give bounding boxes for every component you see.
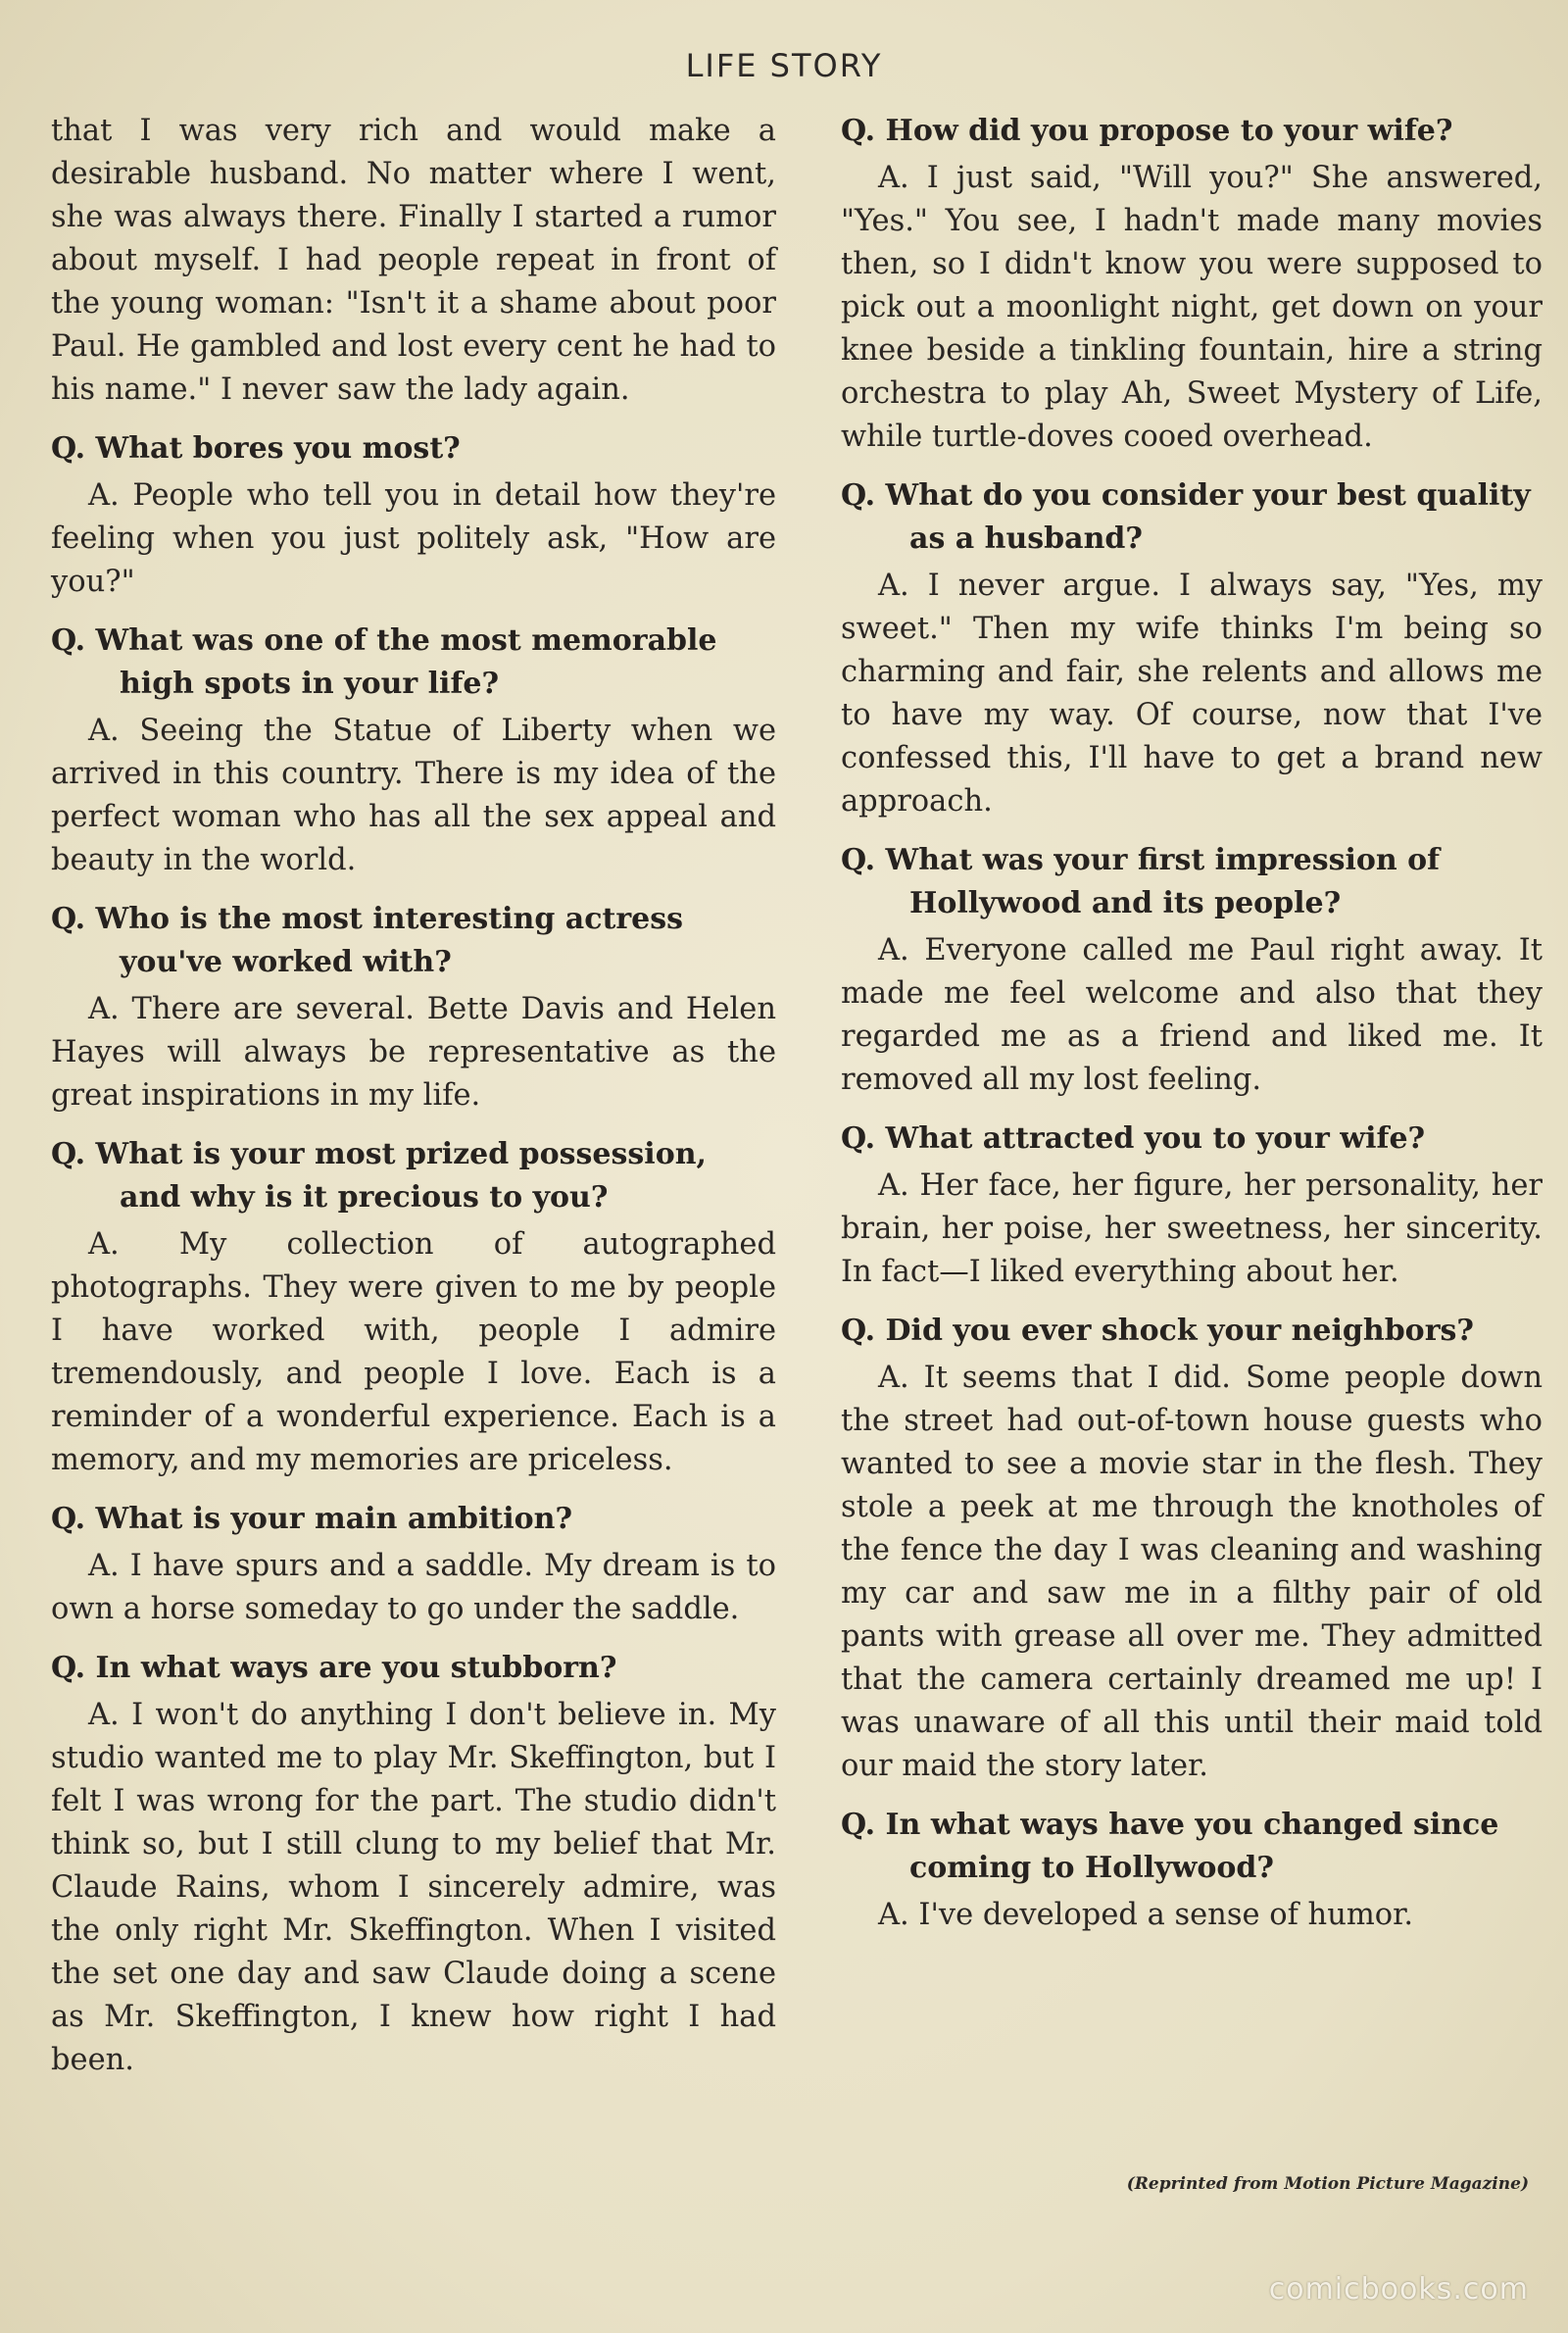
answer: A. I never argue. I always say, "Yes, my sweet." Then my wife thinks I'm being so charming and fair, she relents and allows me to have my way. Of course, now that I've confessed this, I'll have to get a brand new approach. bbox=[841, 569, 1543, 819]
question: Q. What is your most prized possession, and why is it precious to you? bbox=[51, 1137, 707, 1215]
question: Q. What attracted you to your wife? bbox=[841, 1121, 1426, 1156]
left-column bbox=[51, 110, 776, 2098]
question: Q. In what ways are you stubborn? bbox=[51, 1651, 617, 1685]
question: Q. What is your main ambition? bbox=[51, 1502, 573, 1536]
question: Q. What was your first impression of Hollywood and its people? bbox=[841, 843, 1441, 920]
qa-item bbox=[51, 427, 776, 604]
question: Q. What bores you most? bbox=[51, 431, 461, 466]
answer: A. It seems that I did. Some people down the street had out-of-town house guests who wanted to see a movie star in the flesh. They stole a peek at me through the knotholes of the fence the day I was cleaning and washing my car and saw me in a filthy pair of old pants with grease all over me. They admitted that the camera certainly dreamed me up! I was unaware of all this until their maid told our maid the story later. bbox=[841, 1361, 1543, 1783]
answer: A. Seeing the Statue of Liberty when we arrived in this country. There is my idea of the perfect woman who has all the sex appeal and beauty in the world. bbox=[51, 714, 776, 877]
answer: A. I have spurs and a saddle. My dream is to own a horse someday to go under the saddle. bbox=[51, 1549, 776, 1626]
qa-item bbox=[51, 1498, 776, 1631]
answer: A. Everyone called me Paul right away. It made me feel welcome and also that they regarded me as a friend and liked me. It removed all my lost feeling. bbox=[841, 933, 1543, 1097]
qa-item bbox=[51, 1133, 776, 1482]
reprint-credit: (Reprinted from Motion Picture Magazine) bbox=[1126, 2174, 1529, 2194]
answer: A. There are several. Bette Davis and Helen Hayes will always be representative as the great inspirations in my life. bbox=[51, 992, 776, 1113]
page-header: LIFE STORY bbox=[685, 47, 883, 84]
answer: A. Her face, her figure, her personality, her brain, her poise, her sweetness, her sincerity. In fact—I liked everything about her. bbox=[841, 1168, 1543, 1289]
qa-item bbox=[51, 620, 776, 882]
qa-item bbox=[841, 1117, 1543, 1294]
answer: A. People who tell you in detail how they're feeling when you just politely ask, "How are you?" bbox=[51, 478, 776, 599]
question: Q. Who is the most interesting actress you've worked with? bbox=[51, 902, 684, 979]
qa-item bbox=[841, 839, 1543, 1102]
answer: A. My collection of autographed photographs. They were given to me by people I have worked with, people I admire tremendously, and people I love. Each is a reminder of a wonderful experience. Each is a memory, and my memories are priceless. bbox=[51, 1227, 776, 1477]
qa-item bbox=[841, 110, 1543, 459]
qa-item bbox=[841, 474, 1543, 823]
question: Q. What was one of the most memorable high spots in your life? bbox=[51, 623, 717, 701]
answer: A. I won't do anything I don't believe in. My studio wanted me to play Mr. Skeffington, but I felt I was wrong for the part. The studio didn't think so, but I still clung to my belief that Mr. Claude Rains, whom I sincerely admire, was the only right Mr. Skeffington. When I visited the set one day and saw Claude doing a scene as Mr. Skeffington, I knew how right I had been. bbox=[51, 1698, 776, 2077]
qa-item bbox=[841, 1804, 1543, 1937]
qa-item bbox=[841, 1310, 1543, 1788]
question: Q. In what ways have you changed since coming to Hollywood? bbox=[841, 1808, 1499, 1885]
answer: A. I've developed a sense of humor. bbox=[878, 1898, 1414, 1932]
qa-item bbox=[51, 1647, 776, 2082]
question: Q. How did you propose to your wife? bbox=[841, 114, 1453, 148]
intro-paragraph: that I was very rich and would make a desirable husband. No matter where I went, she was always there. Finally I started a rumor about myself. I had people repeat in front of the young woman: "Isn't it a shame about poor Paul. He gambled and lost every cent he had to his name." I never saw the lady again. bbox=[51, 114, 776, 407]
right-column bbox=[841, 110, 1543, 1953]
qa-item bbox=[51, 898, 776, 1117]
site-watermark: comicbooks.com bbox=[1268, 2272, 1529, 2307]
question: Q. Did you ever shock your neighbors? bbox=[841, 1314, 1474, 1348]
answer: A. I just said, "Will you?" She answered, "Yes." You see, I hadn't made many movies then, so I didn't know you were supposed to pick out a moonlight night, get down on your knee beside a tinkling fountain, hire a string orchestra to play Ah, Sweet Mystery of Life, while turtle-doves cooed overhead. bbox=[841, 161, 1543, 454]
question: Q. What do you consider your best quality as a husband? bbox=[841, 478, 1531, 556]
